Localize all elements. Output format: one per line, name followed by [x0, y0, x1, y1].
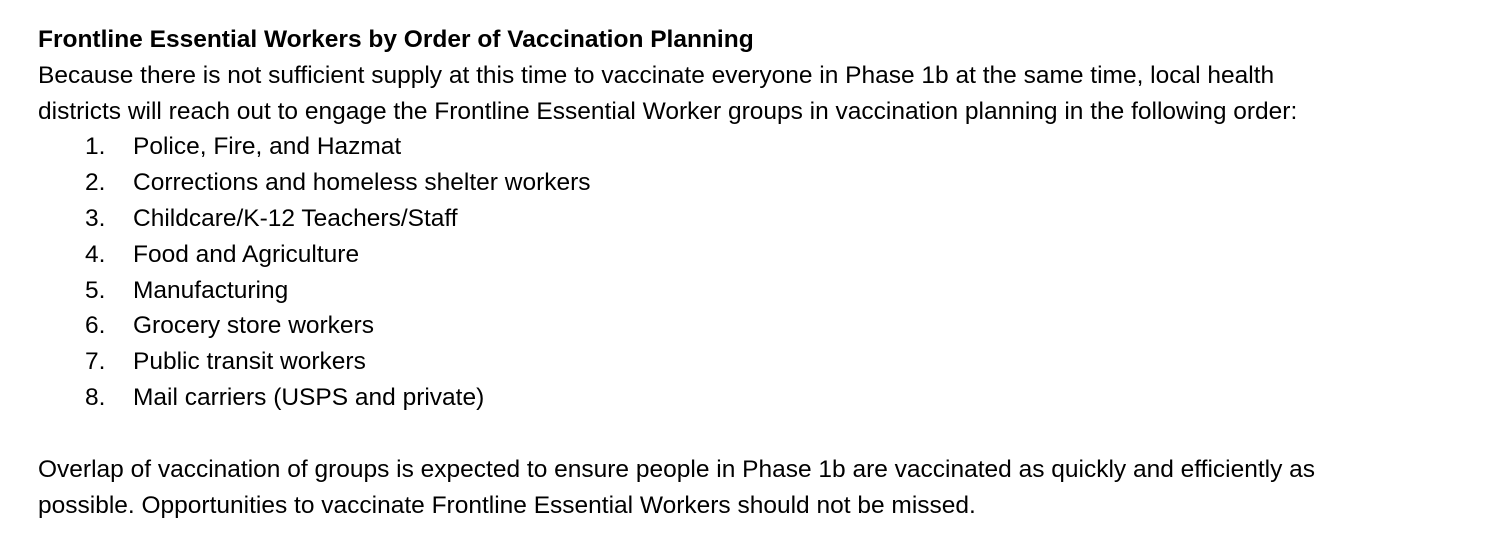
list-item	[38, 380, 1468, 416]
list-item-text: Grocery store workers	[133, 312, 374, 340]
intro-paragraph	[38, 58, 1468, 130]
list-item-text: Food and Agriculture	[133, 240, 360, 268]
paragraph-spacer	[38, 416, 1468, 452]
list-item-number: 5.	[85, 276, 106, 304]
list-item	[38, 344, 1468, 380]
list-item	[38, 129, 1468, 165]
section-heading: Frontline Essential Workers by Order of Vaccination Planning	[38, 26, 754, 53]
intro-line-1: Because there is not sufficient supply at this time to vaccinate everyone in Phase 1b at the same time, local health	[38, 61, 1275, 89]
intro-line-2: districts will reach out to engage the Frontline Essential Worker groups in vaccination planning in the following order:	[38, 97, 1298, 125]
list-item-number: 2.	[85, 169, 106, 197]
closing-line-1: Overlap of vaccination of groups is expected to ensure people in Phase 1b are vaccinated as quickly and efficiently as	[38, 455, 1316, 483]
list-item-text: Corrections and homeless shelter workers	[133, 169, 591, 197]
list-item-number: 4.	[85, 240, 106, 268]
list-item-number: 1.	[85, 133, 106, 161]
list-item	[38, 237, 1468, 273]
closing-paragraph	[38, 452, 1468, 524]
list-item-text: Manufacturing	[133, 276, 289, 304]
list-item-number: 8.	[85, 383, 106, 411]
list-item-text: Mail carriers (USPS and private)	[133, 383, 485, 411]
list-item	[38, 201, 1468, 237]
list-item	[38, 308, 1468, 344]
list-item	[38, 165, 1468, 201]
list-item-number: 3.	[85, 204, 106, 232]
list-item-text: Public transit workers	[133, 348, 366, 376]
list-item-text: Police, Fire, and Hazmat	[133, 133, 402, 161]
list-item-number: 6.	[85, 312, 106, 340]
worker-group-list	[38, 129, 1468, 415]
list-item-text: Childcare/K-12 Teachers/Staff	[133, 204, 458, 232]
list-item-number: 7.	[85, 348, 106, 376]
list-item	[38, 273, 1468, 309]
document-body	[38, 22, 1468, 523]
closing-line-2: possible. Opportunities to vaccinate Frontline Essential Workers should not be missed.	[38, 491, 976, 519]
